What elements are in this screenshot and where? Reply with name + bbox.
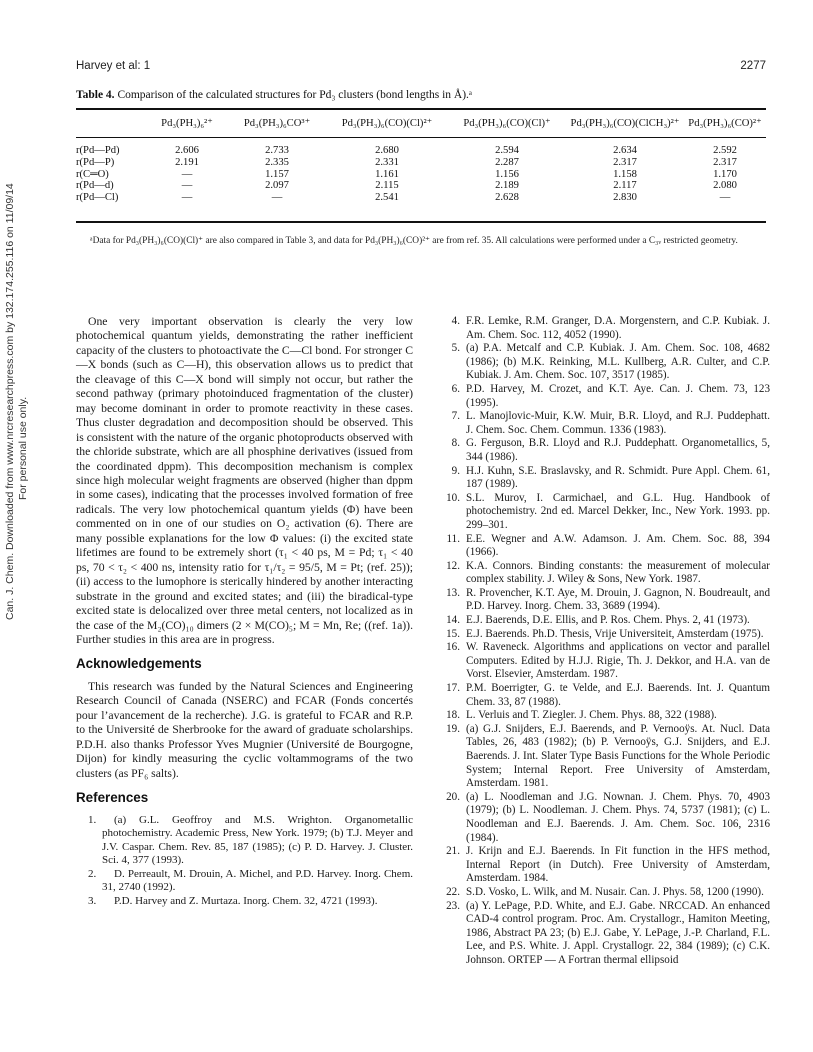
table-header-cell: Pd₃(PH₃)₆²⁺: [161, 118, 213, 129]
reference-item: [440, 465, 770, 492]
reference-number: 17.: [446, 682, 460, 695]
comparison-table: [76, 111, 766, 204]
table-cell: —: [719, 192, 731, 204]
references-list-left: [76, 814, 413, 909]
reference-item: [440, 492, 770, 533]
reference-text: H.J. Kuhn, S.E. Braslavsky, and R. Schmidt. Pure Appl. Chem. 61, 187 (1989).: [466, 464, 770, 491]
table-cell: —: [181, 168, 193, 180]
table-cell: 2.606: [175, 145, 199, 156]
table-cell: 1.170: [713, 168, 737, 180]
reference-text: G. Ferguson, B.R. Lloyd and R.J. Puddephatt. Organometallics, 5, 344 (1986).: [466, 437, 770, 463]
reference-item: [440, 723, 770, 791]
reference-item: [440, 587, 770, 614]
reference-text: P.D. Harvey, M. Crozet, and K.T. Aye. Can. J. Chem. 73, 123 (1995).: [466, 382, 770, 409]
reference-item: [440, 614, 770, 628]
reference-item: [76, 868, 413, 895]
table-row: [76, 180, 766, 192]
table-header-cell: Pd₃(PH₃)₆(CO)(ClCH₃)²⁺: [570, 118, 680, 129]
table-footnote: ᵃData for Pd₃(PH₃)₆(CO)(Cl)⁺ are also compared in Table 3, and data for Pd₃(PH₃)₆(CO)²⁺ are from ref. 35. All calculations were performed under a C₃ᵥ restricted geometry.: [90, 236, 738, 246]
reference-number: 9.: [451, 464, 460, 477]
reference-number: 2.: [88, 867, 97, 880]
table-cell: 2.331: [375, 156, 399, 168]
table-cell: —: [271, 192, 283, 204]
reference-number: 18.: [446, 709, 460, 722]
table-cell: 1.158: [613, 168, 637, 180]
table-row-label: r(Pd—Pd): [76, 145, 120, 156]
download-watermark-text: [4, 180, 30, 620]
table-cell: 2.317: [713, 156, 737, 168]
table-row-label: r(Pd—P): [76, 156, 115, 168]
table-cell: 2.317: [613, 156, 637, 168]
reference-number: 21.: [446, 845, 460, 858]
table-caption-text: Comparison of the calculated structures for Pd₃ clusters (bond lengths in Å).ᵃ: [117, 89, 473, 101]
reference-item: [440, 315, 770, 342]
reference-text: (a) P.A. Metcalf and C.P. Kubiak. J. Am. Chem. Soc. 108, 4682 (1986); (b) M.K. Reinking, M.L. Kullberg, A.R. Culter, and C.P. Kubiak. J. Am. Chem. Soc. 107, 3517 (1985).: [466, 342, 770, 382]
table-row: [76, 136, 766, 157]
table-header-cell: Pd₃(PH₃)₆(CO)(Cl)²⁺: [341, 118, 433, 129]
reference-text: L. Manojlovic-Muir, K.W. Muir, B.R. Lloyd, and R.J. Puddephatt. J. Chem. Soc. Chem. Commun. 1336 (1983).: [466, 410, 770, 436]
reference-item: [76, 814, 413, 868]
reference-number: 7.: [451, 410, 460, 423]
reference-text: D. Perreault, M. Drouin, A. Michel, and P.D. Harvey. Inorg. Chem. 31, 2740 (1992).: [102, 867, 413, 893]
table-header-cell: Pd₃(PH₃)₆(CO)(Cl)⁺: [463, 118, 551, 129]
table-row-label: r(Pd—d): [76, 180, 114, 192]
table-cell: 2.541: [375, 192, 399, 204]
reference-item: [440, 560, 770, 587]
references-list-right: [440, 315, 770, 968]
reference-item: [440, 410, 770, 437]
reference-item: [440, 533, 770, 560]
table-cell: —: [181, 180, 193, 192]
table-cell: 2.115: [375, 180, 399, 192]
table-cell: 1.157: [265, 168, 289, 180]
body-paragraph: One very important observation is clearly the very low photochemical quantum yields, demonstrating the rather inefficient capacity of the clusters to photoactivate the C—Cl bond. For stronger C—X bonds (such as C—H), this observation allows us to predict that the cleavage of this C—X bond will simply not occur, but rather the second pathway (primary photoinduced fragmentation of the cluster) may become dominant in order to promote reactivity in these cases. Thus cluster degradation and decomposition should be observed. This is consistent with the nature of the organic photoproducts observed with the chloride substrate, which are all phosphine derivatives (issued from the coordinated dppm). This decomposition mechanism is complex since high molecular weight fragments are observed (higher than dppm in some cases), indicating that the processes involved formation of free radicals. The very low photochemical quantum yields (Φ) have been commented on in one of our studies on O₂ activation (6). There are many possible explanations for the low Φ values: (i) the excited state lifetimes are found to be extremely short (τ₁ < 40 ps, M = Pd; τ₁ < 40 ps, 70 < τ₂ < 400 ns, intensity ratio for τ₁/τ₂ = 95/5, M = Pt; (ref. 25)); (ii) access to the lumophore is sterically hindered by another interacting substrate in the ground and excited states; and (iii) the biradical-type excited state is delocalized over three metal centers, not localized as in the case of the M₂(CO)₁₀ dimers (2 × M(CO)₅; M = Mn, Re; ((ref. 1a)). Further studies in this area are in progress.: [76, 315, 413, 646]
reference-text: P.M. Boerrigter, G. te Velde, and E.J. Baerends. Int. J. Quantum Chem. 33, 87 (1988).: [466, 682, 770, 708]
table-cell: 2.117: [613, 180, 637, 192]
running-head: [76, 60, 766, 76]
reference-number: 6.: [451, 382, 460, 395]
running-head-authors: Harvey et al: 1: [76, 60, 151, 72]
reference-number: 10.: [446, 491, 460, 504]
table-cell: 2.191: [175, 156, 199, 168]
reference-item: [440, 791, 770, 845]
reference-text: (a) G.J. Snijders, E.J. Baerends, and P. Vernooÿs. At. Nucl. Data Tables, 26, 483 (1982); (b) P. Vernooÿs, G.J. Snijders, and E.J. Baerends. J. Int. Slater Type Basis Functions for the Whole Periodic System; Internal Report. Free University of Amsterdam, Amsterdam. 1981.: [466, 722, 770, 790]
reference-number: 13.: [446, 586, 460, 599]
download-watermark: [4, 183, 44, 640]
reference-item: [440, 437, 770, 464]
reference-text: (a) L. Noodleman and J.G. Nownan. J. Chem. Phys. 70, 4903 (1979); (b) L. Noodleman. J. Chem. Phys. 74, 5737 (1981); (c) L. Noodleman and E.J. Baerends. J. Am. Chem. Soc. 106, 2316 (1984).: [466, 790, 770, 844]
reference-number: 15.: [446, 627, 460, 640]
acknowledgements-heading: Acknowledgements: [76, 656, 202, 672]
table-header-cell: Pd₃(PH₃)₆CO³⁺: [243, 118, 311, 129]
table-row: [76, 157, 766, 169]
reference-item: [440, 886, 770, 900]
reference-text: J. Krijn and E.J. Baerends. In Fit function in the HFS method, Internal Report (in Dutch). Free University of Amsterdam, Amsterdam. 1984.: [466, 845, 770, 885]
reference-number: 1.: [88, 813, 97, 826]
reference-text: R. Provencher, K.T. Aye, M. Drouin, J. Gagnon, N. Boudreault, and P.D. Harvey. Inorg. Chem. 33, 3689 (1994).: [466, 586, 770, 613]
reference-number: 12.: [446, 559, 460, 572]
reference-number: 20.: [446, 790, 460, 803]
download-watermark-line2: For personal use only.: [17, 396, 29, 500]
reference-item: [440, 900, 770, 968]
table-header-row: [76, 111, 766, 136]
references-heading: References: [76, 790, 149, 806]
reference-item: [440, 342, 770, 383]
reference-text: (a) Y. LePage, P.D. White, and E.J. Gabe. NRCCAD. An enhanced CAD-4 control program. Proc. Am. Crystallogr., Hamiton Meeting, 1986, Abstract PA 23; (b) E.J. Gabe, Y. LePage, J.-P. Charland, F.L. Lee, and P.S. White. J. Appl. Crystallogr. 22, 384 (1989); (c) C.K. Johnson. ORTEP — A Fortran thermal ellipsoid: [466, 899, 770, 966]
acknowledgements-text: This research was funded by the Natural Sciences and Engineering Research Council of Canada (NSERC) and FCAR (Fonds concertés pour l’avancement de la recherche). J.G. is grateful to FCAR and R.P. to the Université de Sherbrooke for the award of graduate scholarships. P.D.H. also thanks Professor Yves Mugnier (Université de Bourgogne, Dijon) for kindly measuring the cyclic voltammograms of the two clusters (as PF₆ salts).: [76, 679, 413, 780]
reference-number: 23.: [446, 899, 460, 912]
reference-text: E.J. Baerends, D.E. Ellis, and P. Ros. Chem. Phys. 2, 41 (1973).: [466, 614, 750, 627]
reference-item: [440, 628, 770, 642]
table-cell: 2.830: [613, 192, 637, 204]
reference-text: E.E. Wegner and A.W. Adamson. J. Am. Chem. Soc. 88, 394 (1966).: [466, 532, 770, 559]
table-caption-label: Table 4.: [76, 89, 115, 101]
reference-item: [76, 895, 413, 909]
reference-item: [440, 383, 770, 410]
reference-text: (a) G.L. Geoffroy and M.S. Wrighton. Organometallic photochemistry. Academic Press, New York. 1979; (b) T.J. Meyer and J.V. Caspar. Chem. Rev. 85, 187 (1985); (c) P. D. Harvey. J. Cluster. Sci. 4, 377 (1993).: [102, 813, 413, 866]
reference-text: E.J. Baerends. Ph.D. Thesis, Vrije Universiteit, Amsterdam (1975).: [466, 627, 764, 640]
reference-number: 4.: [451, 315, 460, 327]
reference-text: P.D. Harvey and Z. Murtaza. Inorg. Chem. 32, 4721 (1993).: [114, 894, 378, 907]
reference-text: S.L. Murov, I. Carmichael, and G.L. Hug. Handbook of photochemistry. 2nd ed. Marcel Dekker, Inc., New York. 1993. pp. 299–301.: [466, 491, 770, 531]
table-cell: 1.156: [495, 168, 519, 180]
table-row: [76, 169, 766, 181]
table-row-label: r(Pd—Cl): [76, 192, 119, 204]
download-watermark-line1: Can. J. Chem. Downloaded from www.nrcresearchpress.com by 132.174.255.116 on 11/09/14: [4, 183, 16, 620]
table-cell: 2.628: [495, 192, 519, 204]
reference-number: 3.: [88, 894, 97, 907]
reference-text: F.R. Lemke, R.M. Granger, D.A. Morgenstern, and C.P. Kubiak. J. Am. Chem. Soc. 112, 4052 (1990).: [466, 315, 770, 341]
reference-item: [440, 641, 770, 682]
reference-item: [440, 682, 770, 709]
table-cell: 2.097: [265, 180, 289, 192]
left-column: [76, 315, 413, 908]
reference-number: 5.: [451, 342, 460, 355]
table-row: [76, 192, 766, 204]
table-cell: 2.287: [495, 156, 519, 168]
table-cell: 2.592: [713, 145, 737, 156]
table-cell: 2.594: [495, 145, 519, 156]
reference-number: 8.: [451, 437, 460, 450]
table-cell: 2.080: [713, 180, 737, 192]
reference-item: [440, 709, 770, 723]
table-header-cell: Pd₃(PH₃)₆(CO)²⁺: [688, 118, 762, 129]
reference-number: 19.: [446, 722, 460, 735]
reference-number: 11.: [446, 532, 460, 545]
reference-text: L. Verluis and T. Ziegler. J. Chem. Phys. 88, 322 (1988).: [466, 709, 717, 722]
table-top-rule: [76, 108, 766, 110]
reference-number: 16.: [446, 641, 460, 654]
table-header-cell: [76, 111, 146, 136]
table-row-label: r(C═O): [76, 168, 109, 180]
table-cell: 2.733: [265, 145, 289, 156]
reference-number: 14.: [446, 614, 460, 627]
table-cell: 2.680: [375, 145, 399, 156]
reference-item: [440, 845, 770, 886]
table-caption: [76, 89, 776, 101]
reference-text: W. Raveneck. Algorithms and applications on vector and parallel Computers. Edited by H.J.J. Rigie, Th. J. Dekkor, and H.A. van de Vorst. Elsevier, Amsterdam. 1987.: [466, 641, 770, 681]
table-cell: —: [181, 192, 193, 204]
reference-text: K.A. Connors. Binding constants: the measurement of molecular complex stability. J. Wiley & Sons, New York. 1987.: [466, 559, 770, 586]
reference-text: S.D. Vosko, L. Wilk, and M. Nusair. Can. J. Phys. 58, 1200 (1990).: [466, 885, 764, 898]
table-bottom-rule: [76, 221, 766, 223]
table-cell: 1.161: [375, 168, 399, 180]
page-number: 2277: [740, 60, 766, 72]
table-cell: 2.634: [613, 145, 637, 156]
reference-number: 22.: [446, 885, 460, 898]
table-cell: 2.335: [265, 156, 289, 168]
table-cell: 2.189: [495, 180, 519, 192]
